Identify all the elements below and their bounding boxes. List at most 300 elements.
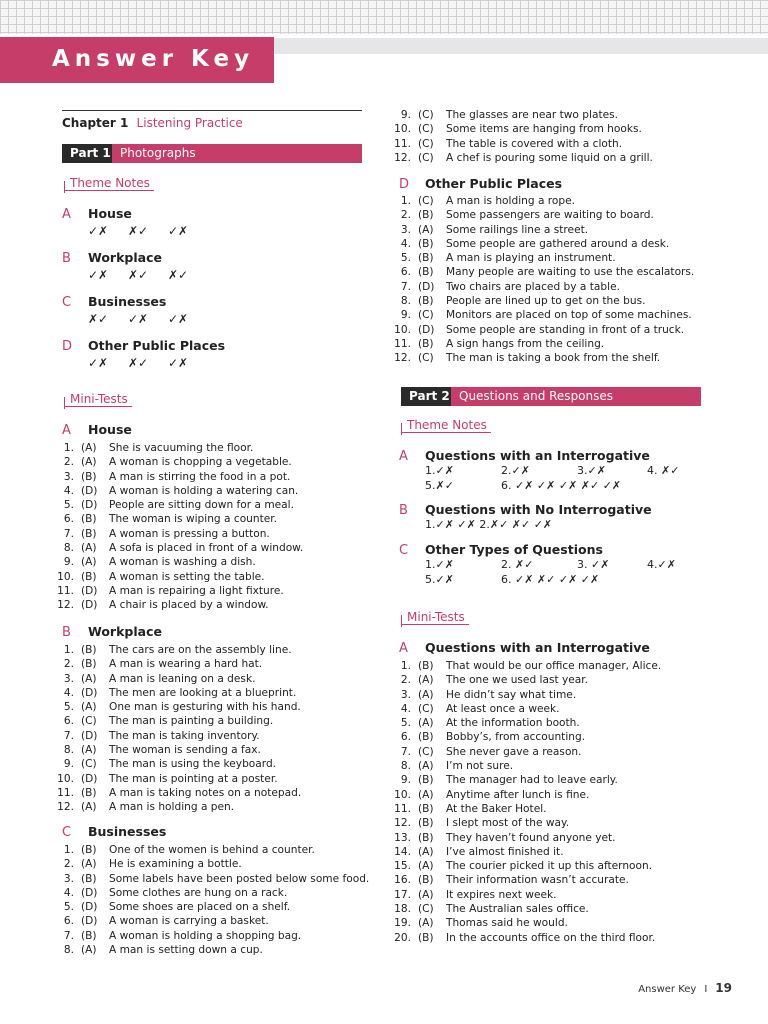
- section-letter: A: [62, 423, 71, 438]
- mark: ✓✗: [168, 224, 189, 238]
- answer-item: [56, 470, 303, 484]
- section-letter: D: [399, 177, 410, 192]
- item-number: 7.: [63, 729, 74, 742]
- answer-item: [393, 280, 694, 294]
- item-text: Bobby’s, from accounting.: [446, 731, 586, 744]
- item-letter: (A): [418, 917, 434, 930]
- item-text: Some passengers are waiting to board.: [446, 209, 654, 222]
- item-text: In the accounts office on the third floor.: [446, 931, 656, 944]
- item-text: He is examining a bottle.: [109, 858, 242, 871]
- item-letter: (C): [418, 137, 434, 150]
- item-text: Some people are gathered around a desk.: [446, 237, 670, 250]
- section-heading: [62, 206, 132, 222]
- answer-marks: 1.✓✗: [425, 464, 454, 477]
- item-letter: (A): [81, 701, 97, 714]
- item-letter: (C): [418, 109, 434, 121]
- answer-item: [393, 223, 694, 237]
- item-letter: (A): [418, 860, 434, 873]
- item-number: 7.: [63, 527, 74, 540]
- answer-item: [393, 137, 653, 151]
- answer-item: [56, 714, 301, 728]
- section-heading: [62, 624, 162, 640]
- item-number: 10.: [57, 570, 74, 583]
- page-footer: [638, 981, 732, 995]
- item-text: The man is taking a book from the shelf.: [446, 352, 661, 365]
- section-title: Other Public Places: [88, 338, 226, 353]
- item-text: People are lined up to get on the bus.: [446, 295, 646, 308]
- answer-marks: 4. ✗✓: [647, 464, 680, 477]
- answer-list: [393, 194, 694, 366]
- item-text: One man is gesturing with his hand.: [109, 701, 301, 714]
- item-text: I slept most of the way.: [446, 817, 570, 830]
- item-number: 8.: [400, 295, 411, 308]
- answer-item: [393, 888, 661, 902]
- footer-label: Answer Key: [638, 984, 697, 995]
- part1-number-box: [62, 144, 112, 163]
- answer-item: [393, 251, 694, 265]
- item-number: 5.: [63, 901, 74, 914]
- answer-marks: 3.✓✗: [577, 464, 606, 477]
- answer-marks: 5.✗✓: [425, 479, 454, 492]
- item-text: A man is repairing a light fixture.: [109, 584, 284, 597]
- item-text: Some clothes are hung on a rack.: [109, 886, 288, 899]
- item-number: 4.: [63, 886, 74, 899]
- section-letter: B: [399, 503, 408, 518]
- item-text: A woman is carrying a basket.: [109, 915, 269, 928]
- item-number: 4.: [400, 702, 411, 715]
- item-text: She is vacuuming the floor.: [109, 442, 254, 454]
- section-heading: [399, 640, 650, 656]
- item-letter: (B): [418, 931, 434, 944]
- item-text: A sofa is placed in front of a window.: [109, 542, 304, 555]
- item-letter: (A): [81, 744, 97, 757]
- item-number: 17.: [394, 888, 411, 901]
- item-text: The men are looking at a blueprint.: [109, 686, 297, 699]
- item-text: A man is playing an instrument.: [446, 252, 616, 265]
- answer-marks: 6. ✓✗ ✓✗ ✓✗ ✗✓ ✓✗: [501, 479, 622, 492]
- answer-marks: 5.✓✗: [425, 573, 454, 586]
- item-letter: (A): [81, 672, 97, 685]
- item-number: 19.: [394, 917, 411, 930]
- item-number: 5.: [400, 252, 411, 265]
- item-letter: (B): [81, 786, 97, 799]
- item-text: The Australian sales office.: [446, 903, 589, 916]
- answer-item: [56, 886, 369, 900]
- answer-item: [393, 688, 661, 702]
- item-letter: (A): [81, 456, 97, 469]
- answer-item: [56, 512, 303, 526]
- answer-item: [56, 441, 303, 455]
- item-number: 14.: [394, 845, 411, 858]
- answer-item: [393, 108, 653, 122]
- check-marks: [88, 268, 208, 282]
- item-number: 7.: [400, 280, 411, 293]
- item-text: Some railings line a street.: [446, 223, 589, 236]
- item-number: 8.: [63, 944, 74, 957]
- item-text: Some labels have been posted below some food.: [109, 872, 370, 885]
- item-text: The woman is sending a fax.: [109, 744, 261, 757]
- item-letter: (C): [81, 715, 97, 728]
- answer-marks: 4.✓✗: [647, 558, 676, 571]
- part2-bar: [401, 387, 701, 406]
- answer-item: [393, 208, 694, 222]
- header-grid-pattern: [0, 0, 768, 34]
- section-letter: B: [62, 251, 71, 266]
- answer-marks: 2.✓✗: [501, 464, 530, 477]
- answer-item: [56, 498, 303, 512]
- answer-item: [393, 351, 694, 365]
- item-number: 6.: [63, 915, 74, 928]
- item-number: 10.: [394, 788, 411, 801]
- answer-item: [56, 527, 303, 541]
- item-text: A man is holding a pen.: [109, 801, 235, 814]
- item-number: 5.: [63, 701, 74, 714]
- item-number: 12.: [57, 599, 74, 612]
- answer-item: [393, 773, 661, 787]
- item-text: He didn’t say what time.: [446, 688, 577, 701]
- item-text: One of the women is behind a counter.: [109, 844, 315, 856]
- answer-item: [393, 802, 661, 816]
- answer-item: [393, 916, 661, 930]
- section-letter: D: [62, 339, 73, 354]
- answer-marks: 2. ✗✓: [501, 558, 534, 571]
- item-number: 5.: [63, 499, 74, 512]
- item-number: 12.: [394, 817, 411, 830]
- answer-item: [56, 584, 303, 598]
- item-text: A woman is chopping a vegetable.: [109, 456, 292, 469]
- check-marks: [88, 312, 208, 326]
- item-number: 8.: [400, 760, 411, 773]
- part2-number: Part 2: [409, 389, 450, 403]
- item-letter: (D): [81, 729, 98, 742]
- item-letter: (D): [81, 484, 98, 497]
- item-text: The man is pointing at a poster.: [109, 772, 278, 785]
- mark: ✗✓: [88, 312, 109, 326]
- item-letter: (B): [81, 844, 97, 856]
- footer-separator: I: [704, 984, 708, 995]
- answer-marks: 6. ✓✗ ✗✓ ✓✗ ✓✗: [501, 573, 600, 586]
- part2-number-box: [401, 387, 451, 406]
- item-number: 12.: [394, 352, 411, 365]
- answer-item: [56, 743, 301, 757]
- item-letter: (B): [418, 209, 434, 222]
- part1-bar: [62, 144, 362, 163]
- answer-item: [56, 857, 369, 871]
- item-letter: (C): [418, 309, 434, 322]
- item-number: 11.: [394, 802, 411, 815]
- section-title: Questions with an Interrogative: [425, 640, 650, 655]
- item-text: It expires next week.: [446, 888, 557, 901]
- item-number: 3.: [400, 223, 411, 236]
- item-text: At the Baker Hotel.: [446, 802, 547, 815]
- section-title: Businesses: [88, 824, 167, 839]
- answer-item: [56, 786, 301, 800]
- item-text: The man is painting a building.: [109, 715, 274, 728]
- item-number: 2.: [400, 674, 411, 687]
- item-letter: (B): [81, 527, 97, 540]
- item-number: 18.: [394, 903, 411, 916]
- answer-item: [56, 598, 303, 612]
- answer-item: [393, 716, 661, 730]
- item-number: 5.: [400, 717, 411, 730]
- item-number: 3.: [63, 470, 74, 483]
- item-text: The man is using the keyboard.: [109, 758, 277, 771]
- item-text: Monitors are placed on top of some machines.: [446, 309, 692, 322]
- part1-number: Part 1: [70, 146, 111, 160]
- item-text: A man is taking notes on a notepad.: [109, 786, 302, 799]
- item-letter: (C): [418, 702, 434, 715]
- answer-item: [393, 194, 694, 208]
- item-letter: (A): [418, 223, 434, 236]
- item-number: 1.: [63, 844, 74, 856]
- item-number: 7.: [63, 929, 74, 942]
- item-letter: (B): [418, 774, 434, 787]
- item-text: They haven’t found anyone yet.: [446, 831, 616, 844]
- item-number: 2.: [400, 209, 411, 222]
- answer-item: [56, 484, 303, 498]
- section-title: Questions with an Interrogative: [425, 448, 650, 463]
- item-text: A woman is holding a shopping bag.: [109, 929, 302, 942]
- item-text: That would be our office manager, Alice.: [446, 660, 662, 672]
- mark: ✓✗: [88, 268, 109, 282]
- item-letter: (B): [418, 817, 434, 830]
- answer-item: [393, 759, 661, 773]
- item-text: I’m not sure.: [446, 760, 514, 773]
- item-text: A chair is placed by a window.: [109, 599, 269, 612]
- item-text: Some people are standing in front of a truck.: [446, 323, 685, 336]
- item-letter: (C): [418, 903, 434, 916]
- mark: ✓✗: [168, 356, 189, 370]
- item-letter: (B): [418, 337, 434, 350]
- answer-item: [56, 729, 301, 743]
- item-letter: (C): [418, 123, 434, 136]
- item-number: 6.: [400, 731, 411, 744]
- item-text: Some shoes are placed on a shelf.: [109, 901, 291, 914]
- item-text: The one we used last year.: [446, 674, 589, 687]
- answer-item: [56, 900, 369, 914]
- answer-item: [56, 700, 301, 714]
- item-number: 4.: [63, 686, 74, 699]
- item-text: The courier picked it up this afternoon.: [446, 860, 653, 873]
- mark: ✗✓: [168, 268, 189, 282]
- item-letter: (B): [81, 570, 97, 583]
- part2-mini-tests-label: Mini-Tests: [401, 610, 469, 625]
- item-text: A woman is holding a watering can.: [109, 484, 299, 497]
- answer-item: [56, 872, 369, 886]
- answer-item: [56, 800, 301, 814]
- answer-item: [393, 323, 694, 337]
- chapter-heading: [62, 116, 243, 130]
- item-number: 6.: [400, 266, 411, 279]
- item-number: 2.: [63, 456, 74, 469]
- page-title: Answer Key: [52, 46, 255, 72]
- answer-marks: 1.✓✗: [425, 558, 454, 571]
- answer-item: [56, 555, 303, 569]
- answer-list: [56, 843, 369, 957]
- item-letter: (B): [418, 802, 434, 815]
- answer-item: [56, 657, 301, 671]
- item-number: 6.: [63, 513, 74, 526]
- item-number: 20.: [394, 931, 411, 944]
- item-letter: (A): [81, 542, 97, 555]
- check-marks: [88, 224, 208, 238]
- section-title: Other Public Places: [425, 176, 563, 191]
- item-text: Anytime after lunch is fine.: [446, 788, 590, 801]
- item-letter: (A): [81, 801, 97, 814]
- mark: ✗✓: [128, 356, 149, 370]
- item-letter: (C): [418, 195, 434, 207]
- answer-item: [56, 772, 301, 786]
- item-letter: (D): [418, 280, 435, 293]
- section-letter: C: [399, 543, 409, 558]
- answer-item: [393, 151, 653, 165]
- item-letter: (D): [81, 686, 98, 699]
- answer-item: [393, 659, 661, 673]
- item-letter: (C): [418, 745, 434, 758]
- item-number: 10.: [57, 772, 74, 785]
- item-number: 11.: [57, 786, 74, 799]
- item-number: 9.: [400, 109, 411, 121]
- answer-item: [393, 294, 694, 308]
- item-number: 11.: [394, 137, 411, 150]
- item-text: A woman is washing a dish.: [109, 556, 256, 569]
- section-letter: C: [62, 295, 72, 310]
- mark: ✓✗: [128, 312, 149, 326]
- item-number: 3.: [63, 672, 74, 685]
- part1-theme-notes-label: Theme Notes: [64, 176, 154, 191]
- section-letter: A: [399, 449, 408, 464]
- item-number: 10.: [394, 323, 411, 336]
- section-heading: [399, 502, 652, 518]
- item-letter: (B): [418, 266, 434, 279]
- answer-item: [393, 788, 661, 802]
- item-letter: (D): [418, 323, 435, 336]
- item-text: A woman is pressing a button.: [109, 527, 270, 540]
- item-text: A man is wearing a hard hat.: [109, 658, 263, 671]
- item-letter: (A): [81, 858, 97, 871]
- item-letter: (D): [81, 915, 98, 928]
- answer-marks: 1.✓✗ ✓✗ 2.✗✓ ✗✓ ✓✗: [425, 518, 553, 531]
- section-title: Other Types of Questions: [425, 542, 603, 557]
- item-letter: (B): [418, 660, 434, 672]
- item-number: 7.: [400, 745, 411, 758]
- mark: ✗✓: [128, 268, 149, 282]
- answer-key-banner: [0, 37, 274, 83]
- item-text: Thomas said he would.: [446, 917, 568, 930]
- item-letter: (B): [81, 470, 97, 483]
- section-title: Workplace: [88, 624, 162, 639]
- section-heading: [62, 422, 132, 438]
- answer-item: [56, 570, 303, 584]
- answer-item: [56, 943, 369, 957]
- page-number: 19: [715, 981, 732, 995]
- item-number: 3.: [63, 872, 74, 885]
- item-text: The man is taking inventory.: [109, 729, 260, 742]
- answer-item: [393, 265, 694, 279]
- item-text: A man is holding a rope.: [446, 195, 576, 207]
- answer-list: [393, 108, 653, 165]
- item-number: 2.: [63, 658, 74, 671]
- check-marks: [88, 356, 208, 370]
- item-text: She never gave a reason.: [446, 745, 582, 758]
- section-heading: [62, 824, 166, 840]
- item-number: 16.: [394, 874, 411, 887]
- section-title: Businesses: [88, 294, 167, 309]
- item-number: 1.: [400, 660, 411, 672]
- item-letter: (A): [418, 674, 434, 687]
- answer-list: [393, 659, 661, 945]
- item-letter: (A): [81, 944, 97, 957]
- item-text: Their information wasn’t accurate.: [446, 874, 629, 887]
- item-letter: (A): [81, 556, 97, 569]
- chapter-label: Chapter 1: [62, 116, 129, 130]
- item-text: A woman is setting the table.: [109, 570, 265, 583]
- section-heading: [399, 448, 650, 464]
- item-text: The glasses are near two plates.: [446, 109, 619, 121]
- item-number: 12.: [57, 801, 74, 814]
- item-letter: (B): [418, 831, 434, 844]
- item-text: I’ve almost finished it.: [446, 845, 564, 858]
- item-text: The cars are on the assembly line.: [109, 644, 292, 656]
- answer-item: [393, 845, 661, 859]
- answer-item: [393, 237, 694, 251]
- item-text: At least once a week.: [446, 702, 560, 715]
- item-letter: (D): [81, 901, 98, 914]
- item-letter: (B): [418, 874, 434, 887]
- answer-item: [393, 902, 661, 916]
- section-heading: [62, 338, 225, 354]
- answer-item: [393, 873, 661, 887]
- answer-item: [393, 702, 661, 716]
- section-title: Workplace: [88, 250, 162, 265]
- answer-item: [56, 757, 301, 771]
- answer-item: [393, 931, 661, 945]
- item-number: 9.: [400, 774, 411, 787]
- mark: ✗✓: [128, 224, 149, 238]
- item-letter: (D): [81, 772, 98, 785]
- item-text: A chef is pouring some liquid on a grill.: [446, 151, 653, 164]
- answer-item: [56, 455, 303, 469]
- mark: ✓✗: [88, 224, 109, 238]
- item-letter: (B): [418, 731, 434, 744]
- answer-item: [56, 643, 301, 657]
- item-text: A sign hangs from the ceiling.: [446, 337, 605, 350]
- answer-list: [56, 441, 303, 613]
- item-number: 4.: [400, 237, 411, 250]
- item-letter: (A): [81, 442, 97, 454]
- item-number: 6.: [63, 715, 74, 728]
- item-text: A man is leaning on a desk.: [109, 672, 256, 685]
- item-letter: (B): [418, 237, 434, 250]
- section-letter: C: [62, 825, 72, 840]
- item-number: 4.: [63, 484, 74, 497]
- chapter-subtitle: Listening Practice: [136, 116, 243, 130]
- answer-item: [56, 929, 369, 943]
- item-letter: (A): [418, 788, 434, 801]
- answer-item: [393, 308, 694, 322]
- item-text: At the information booth.: [446, 717, 580, 730]
- answer-item: [393, 831, 661, 845]
- chapter-rule: [62, 110, 362, 111]
- item-letter: (C): [81, 758, 97, 771]
- item-number: 8.: [63, 542, 74, 555]
- answer-item: [393, 816, 661, 830]
- answer-item: [56, 843, 369, 857]
- item-number: 11.: [57, 584, 74, 597]
- item-number: 9.: [63, 556, 74, 569]
- mark: ✓✗: [168, 312, 189, 326]
- item-letter: (D): [81, 599, 98, 612]
